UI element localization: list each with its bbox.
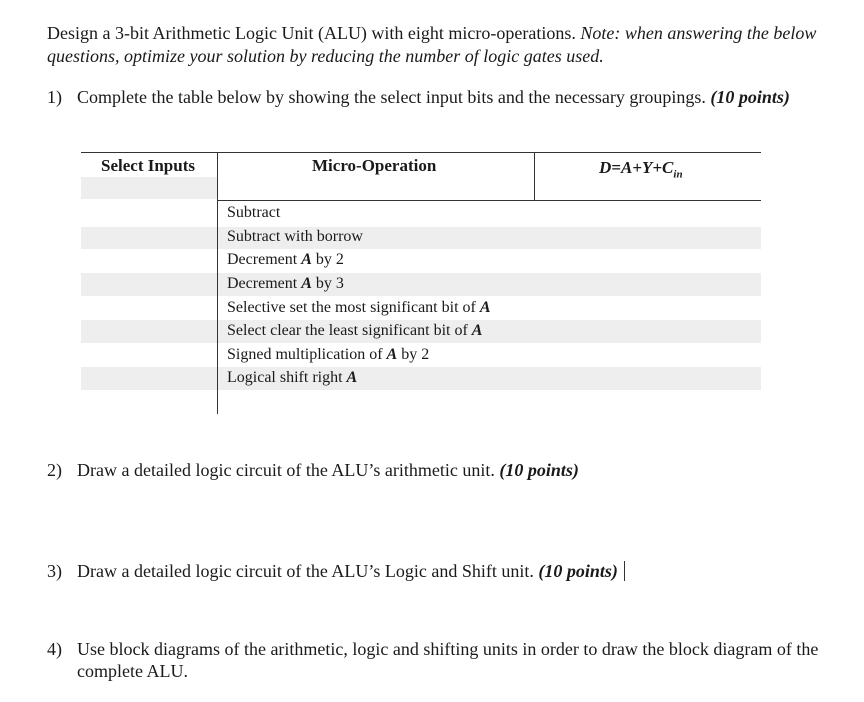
header-micro-operation: Micro-Operation (312, 156, 437, 175)
equation-subscript: in (673, 168, 683, 181)
table-row (227, 297, 491, 319)
question-text: Draw a detailed logic circuit of the ALU’s arithmetic unit. (77, 460, 495, 480)
question-3 (47, 560, 827, 582)
table-row (227, 367, 357, 389)
question-text: Complete the table below by showing the select input bits and the necessary groupings. (77, 87, 706, 107)
intro-paragraph (47, 22, 827, 68)
op-text: Signed multiplication of (227, 346, 387, 363)
equation-main: D=A+Y+C (599, 158, 674, 177)
question-1 (47, 86, 827, 108)
op-text: Decrement (227, 275, 302, 292)
op-var: A (301, 251, 312, 268)
intro-main: Design a 3-bit Arithmetic Logic Unit (ALU) with eight micro-operations. (47, 23, 576, 43)
table-row (227, 344, 429, 366)
table-header-border (217, 200, 761, 201)
table-divider (217, 152, 218, 414)
op-text: Select clear the least significant bit of (227, 322, 472, 339)
op-var: A (479, 299, 491, 316)
op-text: Logical shift right (227, 369, 347, 386)
op-text: by 3 (311, 275, 344, 292)
table-divider (534, 152, 535, 200)
question-number: 1) (47, 87, 62, 107)
op-text: Decrement (227, 251, 302, 268)
text-cursor (624, 561, 625, 581)
table-shade (81, 227, 761, 249)
op-text: Subtract (227, 204, 281, 221)
op-text: by 2 (311, 251, 344, 268)
question-number: 3) (47, 561, 62, 581)
table-row (227, 273, 344, 295)
op-var: A (471, 322, 483, 339)
question-text: Draw a detailed logic circuit of the ALU’s Logic and Shift unit. (77, 561, 534, 581)
question-number: 2) (47, 460, 62, 480)
question-2 (47, 459, 827, 481)
alu-table (81, 152, 761, 416)
question-4 (47, 638, 827, 682)
question-number: 4) (47, 639, 62, 659)
question-points: (10 points) (538, 561, 618, 581)
question-text: Use block diagrams of the arithmetic, logic and shifting units in order to draw the block diagram of the complete ALU. (77, 639, 819, 681)
op-var: A (301, 275, 312, 292)
table-shade (81, 367, 761, 390)
op-text: Selective set the most significant bit of (227, 299, 480, 316)
table-row (227, 226, 363, 248)
op-var: A (386, 346, 398, 363)
header-equation (599, 158, 683, 180)
table-shade (81, 273, 761, 296)
table-row (227, 202, 280, 224)
table-top-border (81, 152, 761, 153)
question-points: (10 points) (710, 87, 790, 107)
op-var: A (346, 369, 358, 386)
op-text: Subtract with borrow (227, 228, 363, 245)
op-text: by 2 (397, 346, 430, 363)
header-select-inputs: Select Inputs (101, 156, 195, 175)
question-points: (10 points) (499, 460, 579, 480)
intro-note: Note: when answering the below questions, optimize your solution by reducing the number of logic gates used. (47, 23, 817, 66)
table-row (227, 249, 344, 271)
table-shade (81, 177, 217, 199)
table-row (227, 320, 482, 342)
